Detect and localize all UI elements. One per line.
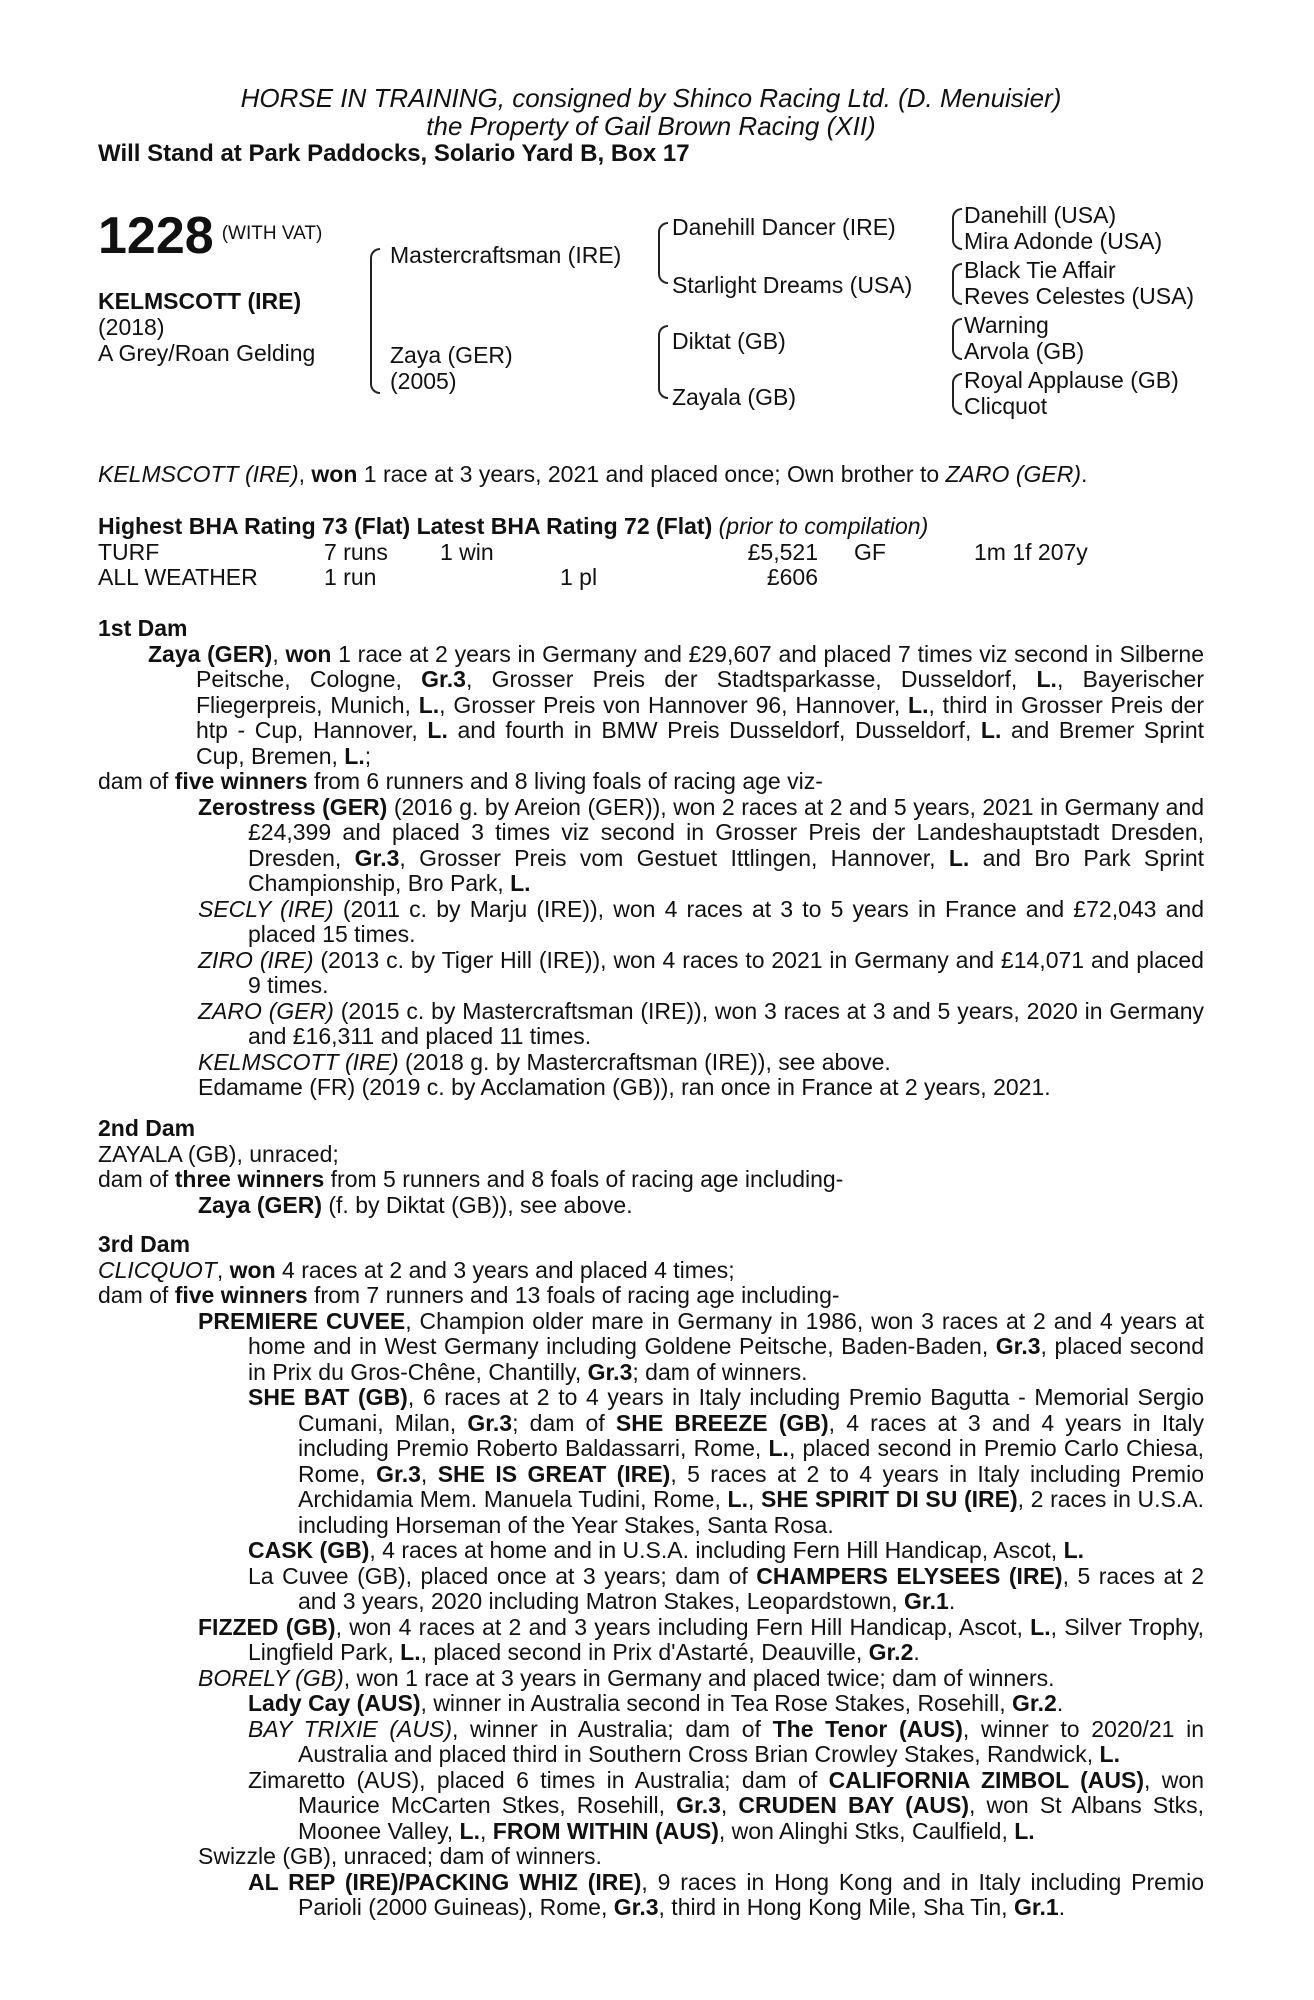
dam-of-line: dam of five winners from 6 runners and 8 living foals of racing age viz- — [98, 768, 823, 794]
progeny-entry: SECLY (IRE) (2011 c. by Marju (IRE)), won 4 races at 3 to 5 years in France and £72,043 and placed 15 times. — [198, 895, 1204, 947]
lot-number: 1228 $^{(WITH VAT)}$ — [98, 207, 323, 265]
first-dam-section — [98, 616, 1204, 1101]
horse-year: (2018) — [98, 314, 165, 340]
gg-2: Mira Adonde (USA) — [964, 228, 1163, 254]
brace-sire — [370, 248, 380, 322]
brace-dam-line — [658, 325, 668, 399]
brace-dam — [370, 320, 380, 394]
progeny-entry: Zerostress (GER) (2016 g. by Areion (GER)), won 2 races at 2 and 5 years, 2021 in Germany and £24,399 and placed 3 times viz second in Grosser Preis der Landeshauptstadt Dresden, Dresden, Gr.3, Grosser Preis vom Gestuet Ittlingen, Hannover, L. and Bro Park Sprint Championship, Bro Park, L. — [198, 793, 1204, 896]
dam-paragraph: Zaya (GER), won 1 race at 2 years in Germany and £29,607 and placed 7 times viz second in Silberne Peitsche, Cologne, Gr.3, Grosser Preis der Stadtsparkasse, Dusseldorf, L., Bayerischer Fliegerpreis, Munich, L., Grosser Preis von Hannover 96, Hannover, L., third in Grosser Preis der htp - Cup, Hannover, L. and fourth in BMW Preis Dusseldorf, Dusseldorf, L. and Bremer Sprint Cup, Bremen, L.; — [148, 640, 1205, 769]
brace-sire-line — [658, 222, 668, 284]
progeny-entry: BAY TRIXIE (AUS), winner in Australia; dam of The Tenor (AUS), winner to 2020/21 in Australia and placed third in Southern Cross Brian Crowley Stakes, Randwick, L. — [248, 1715, 1204, 1767]
progeny-entry: KELMSCOTT (IRE) (2018 g. by Mastercraftsman (IRE)), see above. — [198, 1048, 891, 1075]
dam: Zaya (GER) — [390, 342, 513, 368]
rating-note: (prior to compilation) — [718, 513, 929, 539]
second-dam-section — [98, 1116, 1204, 1218]
horse-description: A Grey/Roan Gelding — [98, 340, 316, 366]
progeny-entry: Edamame (FR) (2019 c. by Acclamation (GB)), ran once in France at 2 years, 2021. — [198, 1074, 1051, 1100]
vat-note: (WITH VAT) — [221, 223, 323, 244]
progeny-entry: AL REP (IRE)/PACKING WHIZ (IRE), 9 races in Hong Kong and in Italy including Premio Parioli (2000 Guineas), Rome, Gr.3, third in Hong Kong Mile, Sha Tin, Gr.1. — [248, 1868, 1205, 1920]
stabling-line: Will Stand at Park Paddocks, Solario Yard B, Box 17 — [98, 140, 690, 167]
property-line: the Property of Gail Brown Racing (XII) — [426, 111, 876, 141]
dam-dam: Zayala (GB) — [672, 384, 796, 410]
section-heading: 3rd Dam — [98, 1231, 191, 1257]
summary-line: KELMSCOTT (IRE), won 1 race at 3 years, 2021 and placed once; Own brother to ZARO (GER). — [98, 461, 1088, 487]
progeny-entry: BORELY (GB), won 1 race at 3 years in Germany and placed twice; dam of winners. — [198, 1664, 1055, 1691]
section-heading: 1st Dam — [98, 615, 188, 641]
progeny-entry: Swizzle (GB), unraced; dam of winners. — [198, 1843, 602, 1869]
dam-sire: Diktat (GB) — [672, 328, 786, 354]
progeny-entry: ZIRO (IRE) (2013 c. by Tiger Hill (IRE)), won 4 races to 2021 in Germany and £14,071 and placed 9 times. — [198, 946, 1204, 998]
gg-3: Black Tie Affair — [964, 257, 1116, 283]
rating-label: Highest BHA Rating 73 (Flat) Latest BHA Rating 72 (Flat) — [98, 513, 713, 539]
gg-5: Warning — [964, 312, 1049, 338]
progeny-entry: PREMIERE CUVEE, Champion older mare in Germany in 1986, won 3 races at 2 and 4 years at home and in West Germany including Goldene Peitsche, Baden-Baden, Gr.3, placed second in Prix du Gros-Chêne, Chantilly, Gr.3; dam of winners. — [198, 1307, 1204, 1385]
third-dam-section — [98, 1232, 1204, 1921]
dam-paragraph: CLICQUOT, won 4 races at 2 and 3 years and placed 4 times; — [98, 1256, 735, 1283]
progeny-entry: Lady Cay (AUS), winner in Australia second in Tea Rose Stakes, Rosehill, Gr.2. — [248, 1690, 1064, 1716]
catalogue-header — [98, 84, 1204, 168]
gg-1: Danehill (USA) — [964, 202, 1117, 228]
progeny-entry: La Cuvee (GB), placed once at 3 years; dam of CHAMPERS ELYSEES (IRE), 5 races at 2 and 3 years, 2020 including Matron Stakes, Leopardstown, Gr.1. — [248, 1562, 1204, 1614]
progeny-entry: SHE BAT (GB), 6 races at 2 to 4 years in Italy including Premio Bagutta - Memorial Sergio Cumani, Milan, Gr.3; dam of SHE BREEZE (GB), 4 races at 3 and 4 years in Italy including Premio Roberto Baldassarri, Rome, L., placed second in Premio Carlo Chiesa, Rome, Gr.3, SHE IS GREAT (IRE), 5 races at 2 to 4 years in Italy including Premio Archidamia Mem. Manuela Tudini, Rome, L., SHE SPIRIT DI SU (IRE), 2 races in U.S.A. including Horseman of the Year Stakes, Santa Rosa. — [248, 1384, 1205, 1538]
dam-paragraph: ZAYALA (GB), unraced; — [98, 1140, 339, 1167]
gg-8: Clicquot — [964, 393, 1048, 419]
pedigree-block — [98, 200, 1218, 430]
gg-4: Reves Celestes (USA) — [964, 283, 1195, 309]
dam-of-line: dam of three winners from 5 runners and 8 foals of racing age including- — [98, 1166, 844, 1192]
progeny-entry: FIZZED (GB), won 4 races at 2 and 3 years including Fern Hill Handicap, Ascot, L., Silver Trophy, Lingfield Park, L., placed second in Prix d'Astarté, Deauville, Gr.2. — [198, 1613, 1204, 1665]
consignor-line: HORSE IN TRAINING, consigned by Shinco Racing Ltd. (D. Menuisier) — [240, 83, 1062, 113]
progeny-entry: CASK (GB), 4 races at home and in U.S.A. including Fern Hill Handicap, Ascot, L. — [248, 1537, 1085, 1563]
progeny-entry: Zimaretto (AUS), placed 6 times in Australia; dam of CALIFORNIA ZIMBOL (AUS), won Maurice McCarten Stkes, Rosehill, Gr.3, CRUDEN BAY (AUS), won St Albans Stks, Moonee Valley, L., FROM WITHIN (AUS), won Alinghi Stks, Caulfield, L. — [248, 1766, 1204, 1844]
performance-row: TURF 7 runs 1 win £5,521 GF 1m 1f 207y — [98, 538, 1088, 565]
sire-dam: Starlight Dreams (USA) — [672, 272, 913, 298]
rating-block — [98, 514, 1204, 590]
sire-sire: Danehill Dancer (IRE) — [672, 214, 896, 240]
gg-7: Royal Applause (GB) — [964, 367, 1179, 393]
brace-g1 — [952, 208, 962, 250]
brace-g2 — [952, 263, 962, 305]
horse-name: KELMSCOTT (IRE) — [98, 288, 302, 314]
progeny-entry: ZARO (GER) (2015 c. by Mastercraftsman (IRE)), won 3 races at 3 and 5 years, 2020 in Germany and £16,311 and placed 11 times. — [198, 997, 1204, 1049]
brace-g3 — [952, 318, 962, 360]
section-heading: 2nd Dam — [98, 1115, 196, 1141]
performance-row: ALL WEATHER 1 run 1 pl £606 — [98, 563, 818, 590]
sire: Mastercraftsman (IRE) — [390, 242, 622, 268]
brace-g4 — [952, 373, 962, 415]
performance-table — [98, 540, 1088, 590]
dam-year: (2005) — [390, 368, 457, 394]
gg-6: Arvola (GB) — [964, 338, 1085, 364]
progeny-entry: Zaya (GER) (f. by Diktat (GB)), see above. — [198, 1191, 633, 1218]
dam-of-line: dam of five winners from 7 runners and 13 foals of racing age including- — [98, 1282, 840, 1308]
